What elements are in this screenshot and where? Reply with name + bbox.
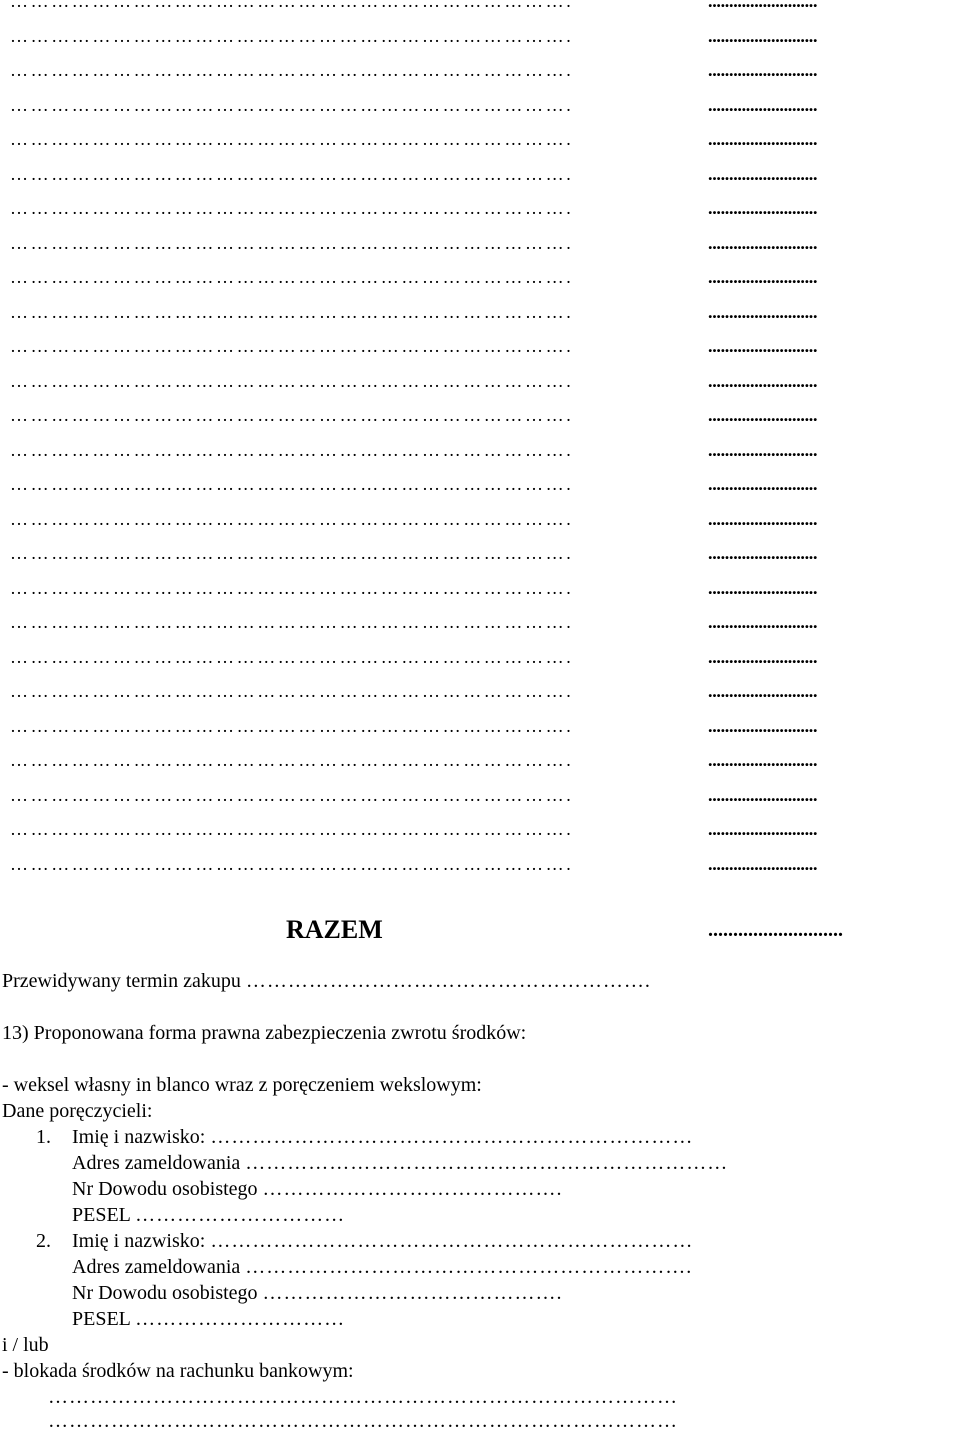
blokada-field-2: ……………………………………………………………………………… bbox=[48, 1410, 678, 1432]
guarantor-2-name-label: Imię i nazwisko: bbox=[72, 1230, 206, 1252]
blokada-title-line bbox=[2, 1358, 354, 1384]
item-description-field: ………………………………………………………………………. bbox=[10, 370, 574, 391]
guarantor-2-number: 2. bbox=[36, 1230, 51, 1252]
item-amount-field: .......................... bbox=[708, 681, 818, 701]
weksel-title-line bbox=[2, 1072, 482, 1098]
cost-item-row bbox=[0, 124, 960, 154]
item-amount-field: .......................... bbox=[708, 508, 818, 529]
item-description-field: ………………………………………………………………………. bbox=[10, 853, 574, 874]
item-amount-field: .......................... bbox=[708, 336, 818, 356]
guarantor-1-number-line bbox=[36, 1124, 51, 1150]
item-amount-field: .......................... bbox=[708, 646, 818, 667]
blokada-field-1: ……………………………………………………………………………… bbox=[48, 1386, 678, 1408]
item-amount-field: .......................... bbox=[708, 94, 818, 115]
cost-item-row bbox=[0, 814, 960, 844]
cost-item-row bbox=[0, 504, 960, 534]
item-amount-field: .......................... bbox=[708, 0, 818, 11]
item-amount-field: .......................... bbox=[708, 301, 818, 322]
cost-item-row bbox=[0, 228, 960, 258]
item-description-field: ………………………………………………………………………. bbox=[10, 474, 574, 494]
item-amount-field: .......................... bbox=[708, 129, 818, 149]
item-description-field: ………………………………………………………………………. bbox=[10, 646, 574, 667]
cost-item-row bbox=[0, 538, 960, 568]
item-amount-field: .......................... bbox=[708, 819, 818, 839]
razem-label: RAZEM bbox=[286, 915, 383, 944]
cost-item-row bbox=[0, 55, 960, 85]
item-description-field: ………………………………………………………………………. bbox=[10, 232, 574, 253]
guarantor-1-number: 1. bbox=[36, 1126, 51, 1148]
item-description-field: ………………………………………………………………………. bbox=[10, 198, 574, 218]
item-amount-field: .......................... bbox=[708, 439, 818, 460]
purchase-term-field: …………………………………………………. bbox=[245, 970, 651, 992]
purchase-term-line bbox=[2, 968, 651, 994]
razem-total-field: ........................... bbox=[708, 919, 843, 941]
item-amount-field: .......................... bbox=[708, 232, 818, 253]
cost-item-row bbox=[0, 0, 960, 16]
item-amount-field: .......................... bbox=[708, 474, 818, 494]
guarantor-1-pesel-label: PESEL bbox=[72, 1204, 131, 1226]
section-13-heading: 13) Proponowana forma prawna zabezpieczenia zwrotu środków: bbox=[2, 1022, 527, 1044]
guarantor-1-name-label-line bbox=[72, 1124, 693, 1150]
guarantor-1-address-field: …………………………………………………………… bbox=[245, 1152, 729, 1174]
guarantor-2-name-field: …………………………………………………………… bbox=[210, 1230, 694, 1252]
purchase-term-label: Przewidywany termin zakupu bbox=[2, 970, 241, 992]
item-description-field: ………………………………………………………………………. bbox=[10, 819, 574, 839]
item-amount-field: .......................... bbox=[708, 405, 818, 425]
cost-item-row bbox=[0, 469, 960, 499]
cost-item-row bbox=[0, 676, 960, 706]
item-description-field: ………………………………………………………………………. bbox=[10, 750, 574, 770]
cost-item-row bbox=[0, 745, 960, 775]
weksel-title: - weksel własny in blanco wraz z poręczeniem wekslowym: bbox=[2, 1074, 482, 1096]
item-amount-field: .......................... bbox=[708, 267, 818, 287]
cost-item-row bbox=[0, 159, 960, 189]
cost-item-row bbox=[0, 366, 960, 396]
item-description-field: ………………………………………………………………………. bbox=[10, 163, 574, 184]
item-amount-field: .......................... bbox=[708, 612, 818, 632]
item-amount-field: .......................... bbox=[708, 370, 818, 391]
cost-item-row bbox=[0, 21, 960, 51]
item-description-field: ………………………………………………………………………. bbox=[10, 25, 574, 46]
or-label: i / lub bbox=[2, 1334, 49, 1356]
guarantor-1-name-field: …………………………………………………………… bbox=[210, 1126, 694, 1148]
item-description-field: ………………………………………………………………………. bbox=[10, 715, 574, 736]
blokada-field-2-line bbox=[48, 1408, 678, 1434]
cost-item-row bbox=[0, 193, 960, 223]
guarantor-1-id-label-line bbox=[72, 1176, 563, 1202]
item-amount-field: .......................... bbox=[708, 750, 818, 770]
cost-item-row bbox=[0, 90, 960, 120]
item-description-field: ………………………………………………………………………. bbox=[10, 129, 574, 149]
item-description-field: ………………………………………………………………………. bbox=[10, 301, 574, 322]
item-amount-field: .......................... bbox=[708, 715, 818, 736]
guarantor-1-id-field: ……………………………………. bbox=[262, 1178, 563, 1200]
item-description-field: ………………………………………………………………………. bbox=[10, 681, 574, 701]
guarantor-2-pesel-field: ………………………… bbox=[135, 1308, 346, 1330]
cost-item-row bbox=[0, 711, 960, 741]
cost-item-row bbox=[0, 435, 960, 465]
item-amount-field: .......................... bbox=[708, 60, 818, 80]
item-description-field: ………………………………………………………………………. bbox=[10, 439, 574, 460]
guarantors-label-line bbox=[2, 1098, 152, 1124]
item-description-field: ………………………………………………………………………. bbox=[10, 267, 574, 287]
guarantor-2-pesel-label-line bbox=[72, 1306, 345, 1332]
or-label-line bbox=[2, 1332, 49, 1358]
guarantor-2-address-label-line bbox=[72, 1254, 692, 1280]
guarantor-1-pesel-field: ………………………… bbox=[135, 1204, 346, 1226]
guarantor-1-pesel-label-line bbox=[72, 1202, 345, 1228]
cost-item-row bbox=[0, 400, 960, 430]
guarantor-2-number-line bbox=[36, 1228, 51, 1254]
item-amount-field: .......................... bbox=[708, 784, 818, 805]
item-description-field: ………………………………………………………………………. bbox=[10, 336, 574, 356]
item-description-field: ………………………………………………………………………. bbox=[10, 405, 574, 425]
blokada-title: - blokada środków na rachunku bankowym: bbox=[2, 1360, 354, 1382]
guarantor-2-id-label: Nr Dowodu osobistego bbox=[72, 1282, 258, 1304]
item-amount-field: .......................... bbox=[708, 577, 818, 598]
blokada-field-1-line bbox=[48, 1384, 678, 1410]
cost-item-row bbox=[0, 642, 960, 672]
item-amount-field: .......................... bbox=[708, 543, 818, 563]
guarantor-2-id-label-line bbox=[72, 1280, 563, 1306]
item-description-field: ………………………………………………………………………. bbox=[10, 0, 574, 11]
item-description-field: ………………………………………………………………………. bbox=[10, 577, 574, 598]
guarantor-1-address-label: Adres zameldowania bbox=[72, 1152, 241, 1174]
item-amount-field: .......................... bbox=[708, 198, 818, 218]
item-description-field: ………………………………………………………………………. bbox=[10, 508, 574, 529]
item-description-field: ………………………………………………………………………. bbox=[10, 60, 574, 80]
guarantor-2-name-label-line bbox=[72, 1228, 693, 1254]
cost-item-row bbox=[0, 573, 960, 603]
item-description-field: ………………………………………………………………………. bbox=[10, 612, 574, 632]
item-description-field: ………………………………………………………………………. bbox=[10, 94, 574, 115]
guarantor-2-address-label: Adres zameldowania bbox=[72, 1256, 241, 1278]
guarantor-2-pesel-label: PESEL bbox=[72, 1308, 131, 1330]
cost-item-row bbox=[0, 849, 960, 879]
cost-item-row bbox=[0, 607, 960, 637]
guarantor-1-id-label: Nr Dowodu osobistego bbox=[72, 1178, 258, 1200]
guarantor-1-name-label: Imię i nazwisko: bbox=[72, 1126, 206, 1148]
item-amount-field: .......................... bbox=[708, 163, 818, 184]
guarantor-2-id-field: ……………………………………. bbox=[262, 1282, 563, 1304]
guarantor-1-address-label-line bbox=[72, 1150, 728, 1176]
item-description-field: ………………………………………………………………………. bbox=[10, 784, 574, 805]
guarantors-label: Dane poręczycieli: bbox=[2, 1100, 153, 1122]
cost-item-row bbox=[0, 262, 960, 292]
item-description-field: ………………………………………………………………………. bbox=[10, 543, 574, 563]
item-amount-field: .......................... bbox=[708, 25, 818, 46]
cost-item-row bbox=[0, 780, 960, 810]
cost-item-row bbox=[0, 297, 960, 327]
item-amount-field: .......................... bbox=[708, 853, 818, 874]
cost-item-row bbox=[0, 331, 960, 361]
guarantor-2-address-field: ………………………………………………………. bbox=[245, 1256, 693, 1278]
